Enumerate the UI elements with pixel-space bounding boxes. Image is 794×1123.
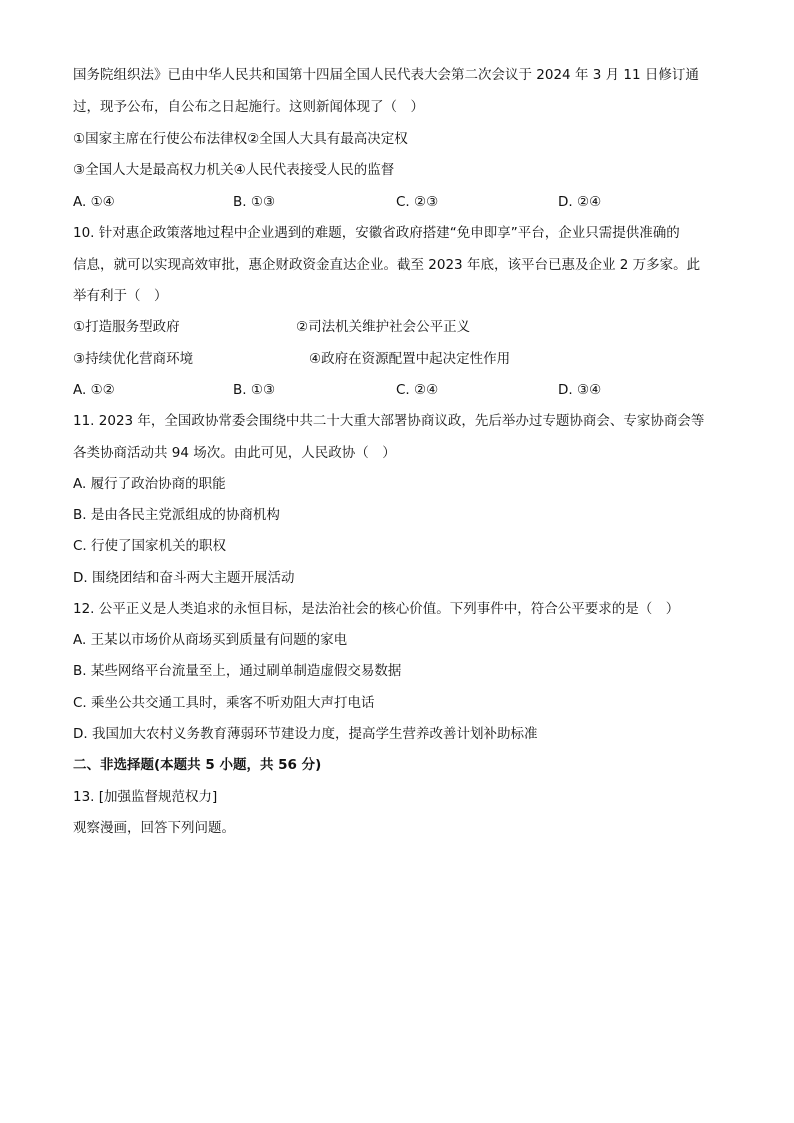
q10-option-b: B. ①③: [233, 382, 276, 398]
section2-heading: 二、非选择题(本题共 5 小题，共 56 分): [73, 757, 322, 773]
q13-title: 13. [加强监督规范权力]: [73, 789, 218, 805]
q9-statements-2: ③全国人大是最高权力机关④人民代表接受人民的监督: [73, 162, 395, 178]
q10-line2: 信息，就可以实现高效审批，惠企财政资金直达企业。截至 2023 年底，该平台已惠及企业 2 万多家。此: [73, 257, 701, 273]
q10-statement-1: ①打造服务型政府: [73, 319, 180, 335]
q10-option-c: C. ②④: [396, 382, 439, 398]
q10-statement-3: ③持续优化营商环境: [73, 351, 194, 367]
q12-option-d: D. 我国加大农村义务教育薄弱环节建设力度，提高学生营养改善计划补助标准: [73, 726, 538, 742]
q9-statements-1: ①国家主席在行使公布法律权②全国人大具有最高决定权: [73, 131, 408, 147]
q10-statement-4: ④政府在资源配置中起决定性作用: [309, 351, 511, 367]
q10-line3: 举有利于（ ）: [73, 288, 168, 304]
q11-option-c: C. 行使了国家机关的职权: [73, 538, 227, 554]
q9-line2: 过，现予公布，自公布之日起施行。这则新闻体现了（ ）: [73, 99, 424, 115]
q11-option-b: B. 是由各民主党派组成的协商机构: [73, 507, 280, 523]
q11-line2: 各类协商活动共 94 场次。由此可见，人民政协（ ）: [73, 445, 396, 461]
q12-option-a: A. 王某以市场价从商场买到质量有问题的家电: [73, 632, 348, 648]
q10-option-a: A. ①②: [73, 382, 115, 398]
q12-option-c: C. 乘坐公共交通工具时，乘客不听劝阻大声打电话: [73, 695, 375, 711]
q9-option-a: A. ①④: [73, 194, 115, 210]
q11-option-a: A. 履行了政治协商的职能: [73, 476, 226, 492]
q13-prompt: 观察漫画，回答下列问题。: [73, 820, 235, 836]
q9-option-d: D. ②④: [558, 194, 602, 210]
q9-option-c: C. ②③: [396, 194, 439, 210]
q12-option-b: B. 某些网络平台流量至上，通过刷单制造虚假交易数据: [73, 663, 402, 679]
q9-option-b: B. ①③: [233, 194, 276, 210]
q10-option-d: D. ③④: [558, 382, 602, 398]
q10-statement-2: ②司法机关维护社会公平正义: [296, 319, 471, 335]
q12-line1: 12. 公平正义是人类追求的永恒目标，是法治社会的核心价值。下列事件中，符合公平要求的是（ ）: [73, 601, 680, 617]
q10-line1: 10. 针对惠企政策落地过程中企业遇到的难题，安徽省政府搭建“免申即享”平台，企业只需提供准确的: [73, 225, 680, 241]
q9-line1: 国务院组织法》已由中华人民共和国第十四届全国人民代表大会第二次会议于 2024 年 3 月 11 日修订通: [73, 67, 699, 83]
q11-line1: 11. 2023 年，全国政协常委会围绕中共二十大重大部署协商议政，先后举办过专题协商会、专家协商会等: [73, 413, 705, 429]
q11-option-d: D. 围绕团结和奋斗两大主题开展活动: [73, 570, 295, 586]
